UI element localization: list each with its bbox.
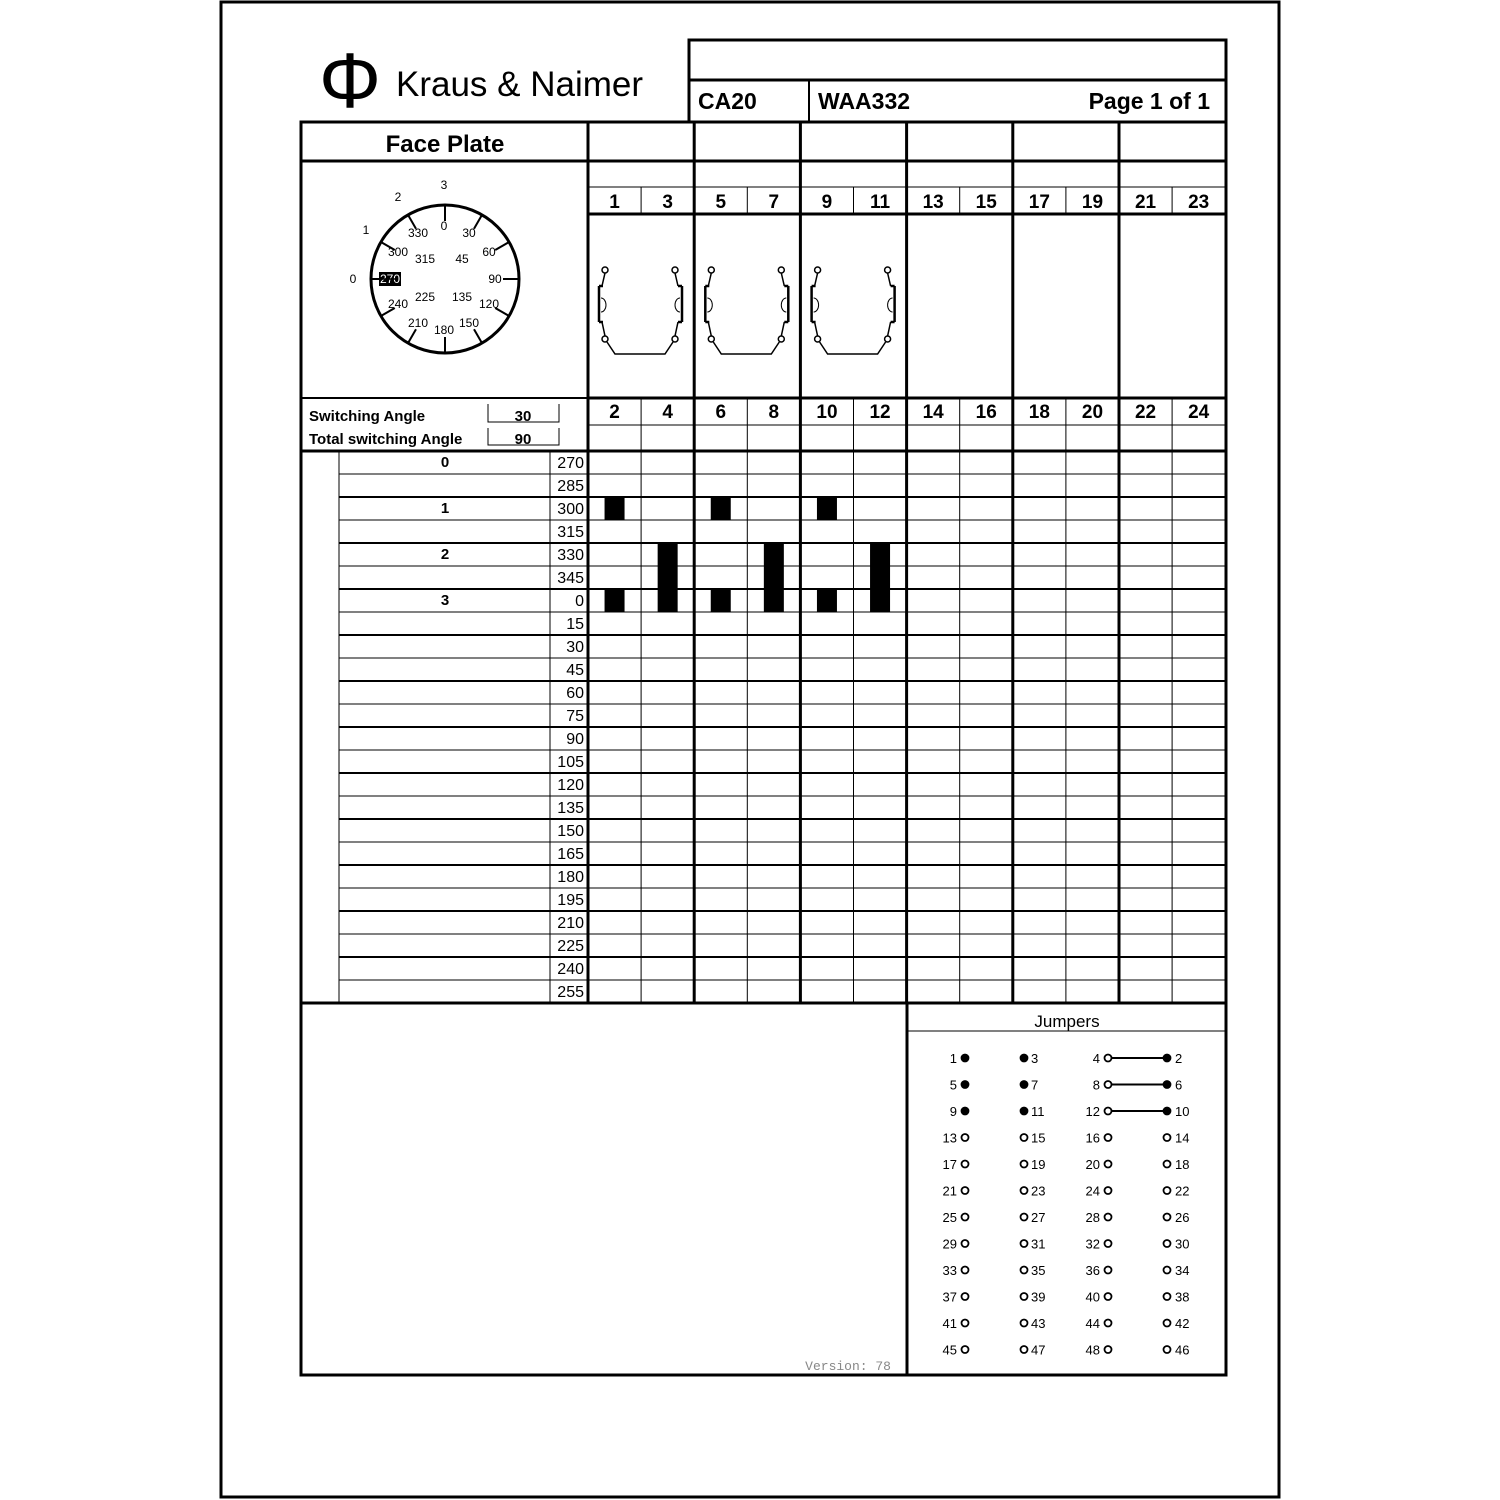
jumper-terminal-label: 30 [1175, 1236, 1190, 1252]
jumper-terminal-label: 21 [942, 1183, 957, 1199]
table-row [339, 681, 1226, 702]
angle-label: 330 [557, 547, 584, 564]
jumper-node [1164, 1108, 1171, 1115]
jumper-node [1164, 1293, 1171, 1300]
jumper-node [1021, 1187, 1028, 1194]
terminal-node [885, 267, 891, 273]
closed-contact-mark [658, 544, 678, 612]
jumper-node [1164, 1346, 1171, 1353]
position-label: 3 [440, 592, 450, 609]
jumper-row [943, 1263, 1190, 1278]
jumper-node [962, 1214, 969, 1221]
jumper-row [943, 1210, 1190, 1225]
contact-arc [888, 298, 893, 312]
contact-lead [708, 273, 784, 286]
jumper-terminal-label: 36 [1085, 1263, 1100, 1278]
dial-angle-label: 90 [488, 272, 502, 286]
jumper-node [1105, 1267, 1112, 1274]
contact-arc [707, 298, 712, 312]
terminal-top-number: 5 [715, 192, 727, 213]
jumper-node [1105, 1214, 1112, 1221]
position-label: 1 [440, 500, 450, 517]
contact-arc [601, 298, 606, 312]
jumper-row [950, 1051, 1182, 1066]
company-logo [319, 36, 643, 124]
terminal-top-number: 9 [821, 192, 833, 213]
jumper-node [962, 1134, 969, 1141]
jumper-terminal-label: 16 [1085, 1130, 1100, 1146]
jumper-node [1105, 1240, 1112, 1247]
total-switching-angle-value: 90 [514, 431, 532, 448]
jumper-terminal-label: 43 [1031, 1316, 1046, 1331]
angle-label: 15 [566, 616, 584, 633]
jumper-node [1164, 1081, 1171, 1088]
dial-angle-label: 270 [379, 272, 401, 286]
drawing-number: WAA332 [818, 88, 911, 114]
jumper-terminal-label: 2 [1175, 1051, 1183, 1066]
contact-arc [781, 298, 786, 312]
jumper-node [1021, 1346, 1028, 1353]
dial-angle-label: 30 [462, 226, 476, 240]
page-indicator: Page 1 of 1 [1088, 88, 1210, 114]
table-row [339, 635, 1226, 656]
terminal-bottom-number: 22 [1134, 402, 1157, 423]
jumper-terminal-label: 29 [942, 1236, 957, 1252]
jumper-node [1105, 1346, 1112, 1353]
jumper-row [943, 1343, 1190, 1358]
jumper-terminal-label: 10 [1175, 1104, 1190, 1119]
terminal-top-number: 7 [768, 192, 780, 213]
table-row [339, 497, 1226, 518]
jumper-terminal-label: 37 [942, 1289, 957, 1305]
jumper-node [1021, 1267, 1028, 1274]
terminal-bottom-number: 16 [975, 402, 997, 423]
dial-angle-label: 225 [414, 290, 436, 304]
jumper-row [943, 1131, 1190, 1146]
jumper-node [962, 1055, 969, 1062]
dial-angle-label: 315 [414, 252, 436, 266]
table-row [339, 842, 1226, 863]
jumper-row [943, 1184, 1190, 1199]
angle-label: 75 [566, 708, 584, 725]
terminal-node [778, 336, 784, 342]
dial-angle-label: 240 [387, 297, 409, 311]
terminal-bottom-number: 8 [768, 402, 780, 423]
jumper-terminal-label: 34 [1175, 1263, 1190, 1278]
angle-label: 210 [557, 915, 584, 932]
jumper-node [962, 1108, 969, 1115]
jumper-terminal-label: 45 [942, 1342, 957, 1358]
closed-contact-mark [605, 498, 625, 520]
jumper-terminal-label: 46 [1175, 1342, 1190, 1358]
terminal-node [672, 267, 678, 273]
jumper-node [1164, 1240, 1171, 1247]
jumper-node [1021, 1055, 1028, 1062]
jumper-row [943, 1290, 1190, 1305]
terminal-bottom-number: 4 [662, 402, 673, 423]
jumper-terminal-label: 27 [1031, 1210, 1046, 1225]
jumper-terminal-label: 1 [949, 1051, 957, 1066]
table-row [339, 865, 1226, 886]
jumper-terminal-label: 4 [1092, 1051, 1100, 1066]
dial-angle-label: 120 [478, 297, 500, 311]
jumper-terminal-label: 42 [1175, 1316, 1190, 1331]
terminal-node [602, 267, 608, 273]
terminal-bottom-number: 18 [1028, 402, 1050, 423]
closed-contact-mark [764, 544, 784, 612]
table-row [339, 819, 1226, 840]
jumper-terminal-label: 31 [1031, 1236, 1046, 1252]
table-row [339, 957, 1226, 978]
jumper-node [1164, 1161, 1171, 1168]
contact-bridge [713, 342, 779, 354]
position-label: 2 [440, 546, 450, 563]
terminal-top-number: 21 [1134, 192, 1157, 213]
terminal-top-number: 13 [922, 192, 944, 213]
jumpers-title: Jumpers [1034, 1012, 1100, 1031]
jumper-terminal-label: 22 [1175, 1183, 1190, 1199]
terminal-bottom-number: 14 [922, 402, 944, 423]
jumper-node [1021, 1134, 1028, 1141]
angle-label: 165 [557, 846, 584, 863]
jumper-node [1105, 1108, 1112, 1115]
angle-label: 255 [557, 984, 584, 1001]
terminal-top-number: 23 [1188, 192, 1210, 213]
angle-label: 60 [566, 685, 584, 702]
dial-angle-label: 210 [407, 316, 429, 330]
jumper-node [962, 1320, 969, 1327]
jumper-node [1105, 1134, 1112, 1141]
contact-lead [602, 322, 678, 336]
jumper-terminal-label: 48 [1085, 1342, 1100, 1358]
terminal-bottom-number: 2 [609, 402, 620, 423]
angle-label: 0 [575, 593, 584, 610]
jumper-node [1164, 1055, 1171, 1062]
jumper-node [962, 1187, 969, 1194]
dial-angle-label: 135 [451, 290, 473, 304]
jumper-node [1164, 1320, 1171, 1327]
dial-angle-label: 60 [482, 245, 496, 259]
jumper-node [1164, 1214, 1171, 1221]
table-row [339, 750, 1226, 771]
angle-label: 30 [566, 639, 584, 656]
jumper-terminal-label: 35 [1031, 1263, 1046, 1278]
logo-phi-icon: Φ [318, 36, 382, 124]
contact-bar [891, 286, 895, 322]
terminal-top-number: 11 [870, 192, 891, 213]
jumper-terminal-label: 26 [1175, 1210, 1190, 1225]
table-row [339, 934, 1226, 955]
angle-label: 45 [566, 662, 584, 679]
dial-angle-label: 0 [440, 219, 448, 233]
table-row [339, 796, 1226, 817]
dial-tick [408, 329, 416, 343]
dial-tick [474, 329, 482, 343]
jumper-node [962, 1346, 969, 1353]
terminal-node [815, 267, 821, 273]
table-row [339, 773, 1226, 794]
angle-label: 195 [557, 892, 584, 909]
closed-contact-mark [711, 498, 731, 520]
jumper-terminal-label: 5 [949, 1077, 957, 1093]
contact-arc [814, 298, 819, 312]
jumper-terminal-label: 38 [1175, 1289, 1190, 1305]
jumper-terminal-label: 3 [1031, 1051, 1039, 1066]
jumper-node [1105, 1187, 1112, 1194]
face-plate-dial [350, 178, 519, 353]
contact-bar [678, 286, 682, 322]
angle-label: 120 [557, 777, 584, 794]
angle-label: 150 [557, 823, 584, 840]
jumper-node [1164, 1134, 1171, 1141]
table-row [339, 474, 1226, 495]
dial-position-label: 3 [440, 178, 448, 192]
table-row [441, 454, 584, 472]
jumper-terminal-label: 41 [942, 1316, 957, 1331]
jumper-terminal-label: 23 [1031, 1183, 1046, 1199]
dial-angle-label: 45 [455, 252, 469, 266]
terminal-top-number: 15 [975, 192, 997, 213]
jumper-row [950, 1104, 1190, 1119]
terminal-node [885, 336, 891, 342]
jumper-node [1021, 1108, 1028, 1115]
closed-contact-mark [870, 544, 890, 612]
angle-label: 285 [557, 478, 584, 495]
terminal-top-number: 1 [609, 192, 620, 213]
jumper-node [1021, 1081, 1028, 1088]
dial-angle-label: 330 [407, 226, 429, 240]
table-row [339, 658, 1226, 679]
terminal-bottom-number: 6 [715, 402, 727, 423]
jumper-terminal-label: 14 [1175, 1130, 1190, 1146]
jumper-terminal-label: 15 [1031, 1130, 1046, 1146]
jumper-node [1164, 1267, 1171, 1274]
series-code: CA20 [698, 88, 757, 114]
jumper-terminal-label: 28 [1085, 1210, 1100, 1225]
table-row [339, 888, 1226, 909]
jumper-node [1105, 1161, 1112, 1168]
jumper-terminal-label: 7 [1031, 1077, 1039, 1093]
contact-bar [812, 286, 816, 322]
contact-pair [599, 267, 682, 354]
terminal-node [672, 336, 678, 342]
terminal-node [708, 336, 714, 342]
jumper-row [943, 1157, 1190, 1172]
terminal-bottom-number: 10 [816, 402, 838, 423]
version-label: Version: 78 [805, 1359, 891, 1374]
jumper-node [1021, 1161, 1028, 1168]
angle-label: 240 [557, 961, 584, 978]
position-label: 0 [440, 454, 450, 471]
table-row [339, 704, 1226, 725]
jumper-terminal-label: 17 [942, 1157, 957, 1172]
jumper-node [1105, 1320, 1112, 1327]
jumper-node [962, 1161, 969, 1168]
terminal-bottom-number: 12 [869, 402, 891, 423]
contact-lead [815, 273, 891, 286]
jumper-terminal-label: 11 [1031, 1104, 1045, 1119]
terminal-node [602, 336, 608, 342]
angle-label: 180 [557, 869, 584, 886]
dial-position-label: 1 [362, 223, 370, 237]
contact-bridge [607, 342, 673, 354]
jumper-node [962, 1293, 969, 1300]
jumper-terminal-label: 18 [1175, 1157, 1190, 1172]
jumper-terminal-label: 32 [1085, 1236, 1100, 1252]
table-row [339, 980, 1226, 1001]
jumper-terminal-label: 24 [1085, 1183, 1100, 1199]
angle-label: 90 [566, 731, 584, 748]
angle-label: 300 [557, 501, 584, 518]
company-name: Kraus & Naimer [396, 65, 644, 104]
dial-angle-label: 300 [387, 245, 409, 259]
contact-bar [705, 286, 709, 322]
angle-label: 270 [557, 455, 584, 472]
jumper-node [1021, 1240, 1028, 1247]
switching-table [339, 451, 1226, 1003]
terminal-bottom-number: 20 [1081, 402, 1104, 423]
jumper-node [962, 1267, 969, 1274]
contact-pair [812, 267, 895, 354]
switching-angle-fields [309, 404, 559, 448]
terminal-bottom-number: 24 [1188, 402, 1210, 423]
terminal-node [708, 267, 714, 273]
jumper-node [1105, 1055, 1112, 1062]
jumper-terminal-label: 12 [1085, 1104, 1100, 1119]
closed-contact-mark [817, 590, 837, 612]
dial-angle-label: 150 [458, 316, 480, 330]
jumper-terminal-label: 9 [949, 1104, 957, 1119]
table-row [339, 727, 1226, 748]
jumper-terminal-label: 6 [1175, 1077, 1183, 1093]
jumper-terminal-label: 19 [1031, 1157, 1046, 1172]
jumper-node [1021, 1293, 1028, 1300]
contact-bridge [820, 342, 886, 354]
jumper-terminal-label: 8 [1092, 1077, 1100, 1093]
jumper-row [950, 1078, 1182, 1093]
switching-angle-value: 30 [514, 408, 532, 425]
angle-label: 345 [557, 570, 584, 587]
jumper-node [1021, 1320, 1028, 1327]
table-row [339, 520, 1226, 541]
closed-contact-mark [817, 498, 837, 520]
jumper-row [943, 1316, 1190, 1331]
jumper-node [1164, 1187, 1171, 1194]
table-row [339, 612, 1226, 633]
jumper-terminal-label: 25 [942, 1210, 957, 1225]
contact-lead [708, 322, 784, 336]
terminal-top-number: 17 [1028, 192, 1050, 213]
jumpers-list [943, 1051, 1190, 1358]
jumper-terminal-label: 47 [1031, 1342, 1046, 1358]
angle-label: 315 [557, 524, 584, 541]
contact-schematic [599, 267, 895, 354]
jumper-terminal-label: 44 [1085, 1316, 1100, 1331]
terminal-node [815, 336, 821, 342]
contact-lead [815, 322, 891, 336]
contact-arc [675, 298, 680, 312]
jumper-node [1105, 1293, 1112, 1300]
total-switching-angle-label: Total switching Angle [309, 431, 463, 448]
dial-position-label: 0 [349, 272, 357, 286]
angle-label: 225 [557, 938, 584, 955]
jumper-row [943, 1237, 1190, 1252]
contact-pair [705, 267, 788, 354]
jumper-terminal-label: 13 [942, 1130, 957, 1146]
terminal-node [778, 267, 784, 273]
dial-tick [495, 242, 509, 250]
switching-angle-label: Switching Angle [309, 408, 426, 425]
closed-contact-mark [605, 590, 625, 612]
jumper-node [962, 1081, 969, 1088]
jumper-node [1021, 1214, 1028, 1221]
jumper-terminal-label: 33 [942, 1263, 957, 1278]
angle-label: 105 [557, 754, 584, 771]
face-plate-title: Face Plate [385, 131, 505, 158]
terminal-top-number: 19 [1081, 192, 1104, 213]
jumper-terminal-label: 40 [1085, 1289, 1100, 1305]
angle-label: 135 [557, 800, 584, 817]
terminal-top-number: 3 [662, 192, 673, 213]
contact-bar [784, 286, 788, 322]
contact-bar [599, 286, 603, 322]
jumper-terminal-label: 39 [1031, 1289, 1046, 1305]
dial-position-label: 2 [394, 190, 402, 204]
closed-contact-mark [711, 590, 731, 612]
contact-lead [602, 273, 678, 286]
jumper-node [1105, 1081, 1112, 1088]
jumper-terminal-label: 20 [1085, 1157, 1100, 1172]
table-row [339, 911, 1226, 932]
jumper-node [962, 1240, 969, 1247]
dial-angle-label: 180 [433, 323, 455, 337]
